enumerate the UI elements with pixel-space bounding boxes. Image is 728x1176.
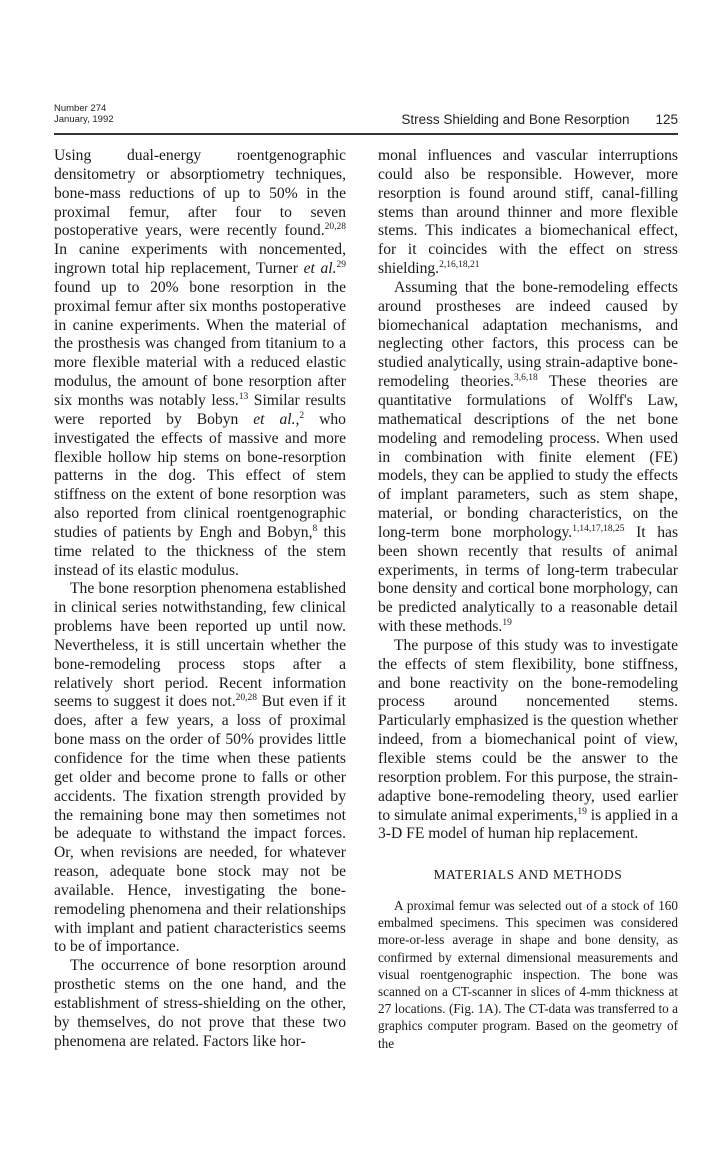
right-column <box>378 147 678 1052</box>
italic-text: et al., <box>253 410 300 428</box>
citation-reference: 19 <box>502 618 512 629</box>
running-header <box>401 112 678 127</box>
section-heading-materials-methods: MATERIALS AND METHODS <box>433 867 623 883</box>
paragraph: The bone resorption phenomena established in clinical series notwithstanding, few clinical problems have been reported up until now. Nevertheless, it is still uncertain whether the bone-remodeling process stops after a relatively short period. Recent information seems to suggest it does not.$^{20,28}$ But even if it does, after a few years, a loss of proximal bone mass on the order of 50% provides little confidence for the time when these patients get older and become prone to falls or other accidents. The fixation strength provided by the remaining bone may then sometimes not be adequate to withstand the impact forces. Or, when revisions are needed, for whatever reason, adequate bone stock may not be available. Hence, investigating the bone-remodeling phenomena and their relationships with implant and patient characteristics seems to be of importance. <box>54 580 346 956</box>
paragraph: A proximal femur was selected out of a stock of 160 embalmed specimens. This specimen was considered more-or-less average in shape and bone density, as confirmed by external dimensional measurements and visual roentgenographic inspection. The bone was scanned on a CT-scanner in slices of 4-mm thickness at 27 locations. (Fig. 1A). The CT-data was transferred to a graphics computer program. Based on the geometry of the <box>378 898 678 1051</box>
citation-reference: 2 <box>299 410 305 421</box>
issue-number: Number 274 <box>54 103 107 114</box>
citation-reference: 2,16,18,21 <box>439 260 480 271</box>
citation-reference: 8 <box>312 523 318 534</box>
journal-issue-info <box>54 104 114 125</box>
citation-reference: 20,28 <box>235 693 257 704</box>
citation-reference: 19 <box>577 806 587 817</box>
citation-reference: 20,28 <box>324 222 346 233</box>
materials-methods-body <box>378 897 678 1052</box>
citation-reference: 1,14,17,18,25 <box>572 523 625 534</box>
left-column <box>54 147 346 1052</box>
italic-text: et al. <box>303 260 337 278</box>
citation-reference: 29 <box>336 260 346 271</box>
paragraph: monal influences and vascular interruptions could also be responsible. However, more resorption is found around stiff, canal-filling stems than around thinner and more flexible stems. This indicates a biomechanical effect, for it coincides with the effect on stress shielding.$^{2,16,18,21}$ <box>378 147 678 278</box>
header-rule <box>54 133 678 135</box>
paragraph: Assuming that the bone-remodeling effects around prostheses are indeed caused by biomechanical adaptation mechanisms, and neglecting other factors, this process can be studied analytically, using strain-adaptive bone-remodeling theories.$^{3,6,18}$ These theories are quantitative formulations of Wolff's Law, mathematical descriptions of the net bone modeling and remodeling process. When used in combination with finite element (FE) models, they can be applied to study the effects of implant parameters, such as stem shape, material, or bonding characteristics, on the long-term bone morphology.$^{1,14,17,18,25}$ It has been shown recently that results of animal experiments, in terms of long-term trabecular bone density and cortical bone morphology, can be predicted analytically to a reasonable detail with these methods.$^{19}$ <box>378 278 679 636</box>
paragraph: The occurrence of bone resorption around prosthetic stems on the one hand, and the establishment of stress-shielding on the other, by themselves, do not prove that these two phenomena are related. Factors like hor- <box>54 957 346 1050</box>
page-number: 125 <box>655 112 678 127</box>
paragraph: Using dual-energy roentgenographic densitometry or absorptiometry techniques, bone-mass reductions of up to 50% in the proximal femur, after four to seven postoperative years, were recently found.$^{20,28}$ In canine experiments with noncemented, ingrown total hip replacement, Turner et al.$^{29}$ found up to 20% bone resorption in the proximal femur after six months postoperative in canine experiments. When the material of the prosthesis was changed from titanium to a more flexible material with a reduced elastic modulus, the amount of bone resorption after six months was notably less.$^{13}$ Similar results were reported by Bobyn et al.,$^2$ who investigated the effects of massive and more flexible hollow hip stems on bone-resorption patterns in the dog. This effect of stem stiffness on the extent of bone resorption was also reported from clinical roentgenographic studies of patients by Engh and Bobyn,$^8$ this time related to the thickness of the stem instead of its elastic modulus. <box>54 147 346 579</box>
paragraph: The purpose of this study was to investigate the effects of stem flexibility, bone stiffness, and bone reactivity on the bone-remodeling process around noncemented stems. Particularly emphasized is the question whether indeed, from a biomechanical point of view, flexible stems could be the answer to the resorption problem. For this purpose, the strain-adaptive bone-remodeling theory, used earlier to simulate animal experiments,$^{19}$ is applied in a 3-D FE model of human hip replacement. <box>378 636 678 843</box>
running-title: Stress Shielding and Bone Resorption <box>401 112 630 127</box>
citation-reference: 13 <box>238 391 249 402</box>
citation-reference: 3,6,18 <box>513 373 538 384</box>
issue-date: January, 1992 <box>54 113 114 125</box>
